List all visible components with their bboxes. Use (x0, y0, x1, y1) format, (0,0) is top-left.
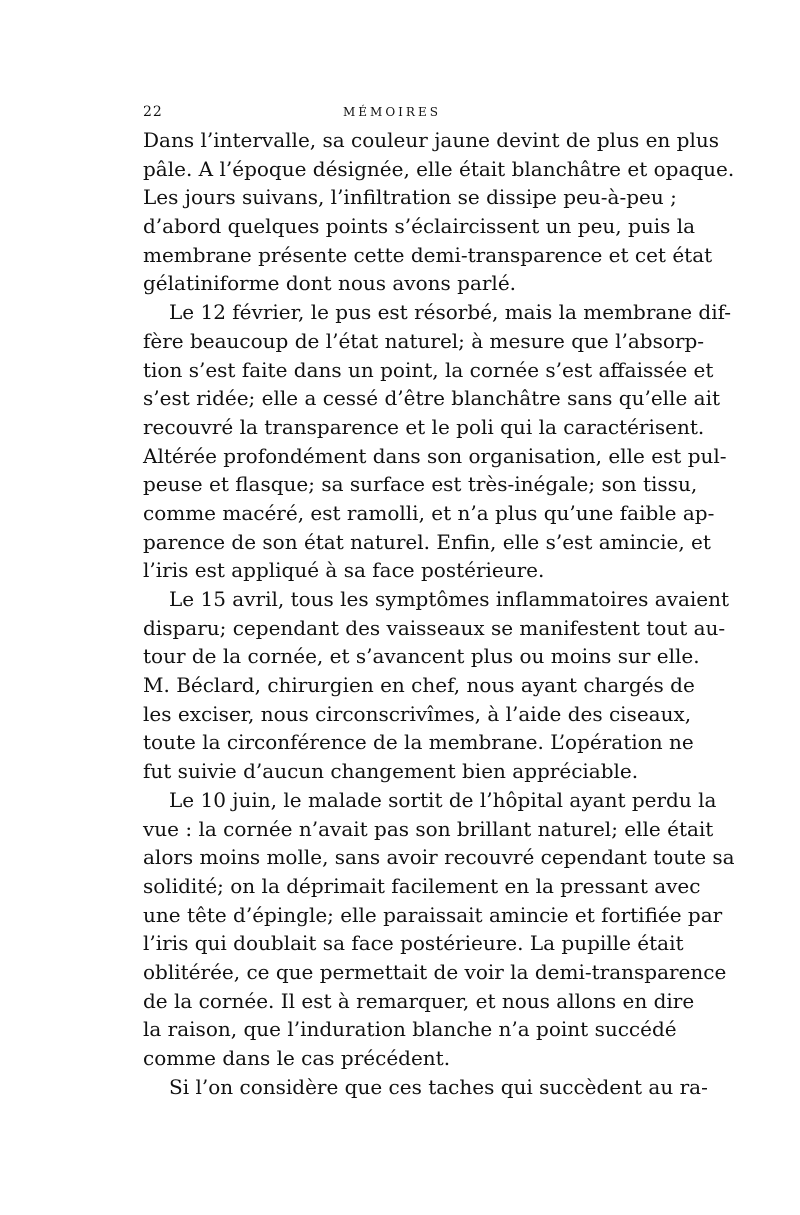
text-line: Le 10 juin, le malade sortit de l’hôpital ayant perdu la (169, 787, 717, 812)
text-line: membrane présente cette demi-transparence et cet état (143, 242, 713, 267)
text-line: Altérée profondément dans son organisation, elle est pul- (143, 443, 727, 468)
text-line: toute la circonférence de la membrane. L’opération ne (143, 730, 694, 755)
text-line: vue : la cornée n’avait pas son brillant naturel; elle était (143, 816, 714, 841)
text-line: peuse et flasque; sa surface est très-inégale; son tissu, (143, 472, 698, 497)
text-line: tion s’est faite dans un point, la cornée s’est affaissée et (143, 357, 714, 382)
text-line: s’est ridée; elle a cessé d’être blanchâtre sans qu’elle ait (143, 386, 721, 411)
text-line: disparu; cependant des vaisseaux se manifestent tout au- (143, 615, 726, 640)
text-line: les exciser, nous circonscrivîmes, à l’aide des ciseaux, (143, 701, 692, 726)
text-line: gélatiniforme dont nous avons parlé. (143, 271, 517, 296)
text-line: tour de la cornée, et s’avancent plus ou moins sur elle. (143, 644, 700, 669)
page-header (143, 104, 655, 124)
text-line: pâle. A l’époque désignée, elle était blanchâtre et opaque. (143, 156, 735, 181)
text-line: fut suivie d’aucun changement bien appréciable. (143, 759, 639, 784)
text-line: Dans l’intervalle, sa couleur jaune devint de plus en plus (143, 128, 719, 152)
body-text (143, 126, 735, 1101)
text-line: une tête d’épingle; elle paraissait amincie et fortifiée par (143, 902, 723, 927)
text-line: Si l’on considère que ces taches qui succèdent au ra- (169, 1074, 708, 1099)
text-line: solidité; on la déprimait facilement en la pressant avec (143, 873, 701, 898)
text-line: Le 15 avril, tous les symptômes inflammatoires avaient (169, 587, 730, 611)
text-line: fère beaucoup de l’état naturel; à mesure que l’absorp- (143, 328, 705, 353)
text-line: M. Béclard, chirurgien en chef, nous ayant chargés de (143, 673, 695, 698)
text-line: de la cornée. Il est à remarquer, et nous allons en dire (143, 988, 695, 1013)
text-line: alors moins molle, sans avoir recouvré cependant toute sa (143, 845, 735, 870)
running-title: MÉMOIRES (343, 105, 441, 119)
text-line: oblitérée, ce que permettait de voir la demi-transparence (143, 959, 727, 984)
text-line: recouvré la transparence et le poli qui la caractérisent. (143, 414, 705, 439)
text-line: d’abord quelques points s’éclaircissent un peu, puis la (143, 214, 696, 239)
text-line: Le 12 février, le pus est résorbé, mais la membrane dif- (169, 300, 732, 325)
text-line: la raison, que l’induration blanche n’a point succédé (143, 1017, 677, 1042)
text-line: l’iris est appliqué à sa face postérieure. (143, 558, 545, 583)
page-number: 22 (143, 104, 163, 120)
text-line: parence de son état naturel. Enfin, elle s’est amincie, et (143, 529, 711, 554)
text-line: Les jours suivans, l’infiltration se dissipe peu-à-peu ; (143, 185, 677, 210)
text-line: comme dans le cas précédent. (143, 1046, 451, 1070)
text-line: l’iris qui doublait sa face postérieure. La pupille était (143, 931, 684, 956)
text-line: comme macéré, est ramolli, et n’a plus qu’une faible ap- (143, 500, 715, 525)
